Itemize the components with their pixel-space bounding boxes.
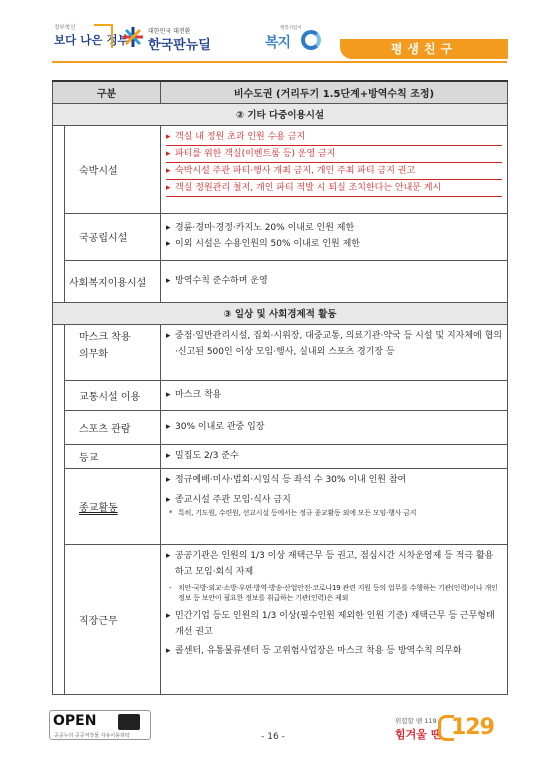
row-label-welfare: 사회복지이용시설 [65, 260, 161, 302]
work-footnote: - 치안·국방·외교·소방·우편·방역·방송·산업안전·코로나19 관련 지원 등의 업무를 수행하는 기관(인력)이나 개인정보 등 보안이 필요한 정보를 취급하는 기관(인력)은 제외 [166, 583, 502, 603]
welfare-logo [265, 26, 325, 56]
page-footer [0, 700, 545, 775]
welfare-ring-icon [301, 30, 321, 50]
logo2-caption: 대한민국 대전환 [148, 28, 191, 35]
measure-column-header: 비수도권 (거리두기 1.5단계+방역수칙 조정) [161, 81, 508, 103]
license-type-icon [118, 714, 140, 730]
list-item: ▸ 마스크 착용 [166, 387, 502, 403]
section-row-facilities [53, 103, 508, 125]
table-row-welfare [53, 260, 508, 302]
row-content-religion [161, 468, 508, 544]
list-item: ▸ 파티를 위한 객실(이벤트룸 등) 운영 금지 [166, 146, 502, 163]
row-content-work [161, 544, 508, 694]
table-row-public [53, 213, 508, 260]
row-label-religion [65, 468, 161, 544]
page-header [0, 0, 545, 70]
hotline-title: 힘겨울 땐 [395, 728, 442, 741]
list-item: ▸ 이외 시설은 수용인원의 50% 이내로 인원 제한 [166, 236, 502, 252]
government-innovation-logo [52, 22, 129, 56]
logo1-bracket-mark [94, 24, 113, 48]
list-item: ▸ 민간기업 등도 인원의 1/3 이상(필수인원 제외한 인원 기준) 재택근무 등 근무형태 개선 권고 [166, 608, 502, 640]
list-item: ▸ 숙박시설 주관 파티·행사 개최 금지, 개인 주최 파티 금지 권고 [166, 163, 502, 180]
logo3-caption: 행복지킴이 [280, 26, 302, 31]
page-number: - 16 - [261, 732, 285, 742]
hotline-caption: 위험할 땐 119 [395, 717, 437, 725]
row-content-transport [161, 380, 508, 410]
row-label-sports: 스포츠 관람 [65, 410, 161, 444]
mask-label-line1: 마스크 착용 [79, 331, 131, 343]
row-content-sports [161, 410, 508, 444]
logo2-title: 한국판뉴딜 [148, 38, 211, 53]
hotline-number: 129 [451, 715, 494, 740]
table-row-transport [53, 380, 508, 410]
row-label-mask [65, 324, 161, 380]
indent-cell [53, 324, 65, 694]
logo3-title: 복지 [265, 35, 291, 51]
row-content-lodging [161, 125, 508, 213]
korean-new-deal-logo [120, 24, 230, 56]
list-item: ▸ 콜센터, 유통물류센터 등 고위험사업장은 마스크 착용 등 방역수칙 의무화 [166, 643, 502, 659]
header-divider [52, 61, 507, 63]
row-content-mask [161, 324, 508, 380]
open-license-word: OPEN [53, 713, 97, 729]
row-label-work: 직장근무 [65, 544, 161, 694]
table-row-work [53, 544, 508, 694]
list-item: ▸ 중점·일반관리시설, 집회·시위장, 대중교통, 의료기관·약국 등 시설 및 지자체에 협의·신고된 500인 이상 모임·행사, 실내외 스포츠 경기장 등 [166, 328, 502, 360]
list-item: ▸ 종교시설 주관 모임·식사 금지 [166, 492, 502, 508]
table-row-religion [53, 468, 508, 544]
row-label-transport: 교통시설 이용 [65, 380, 161, 410]
category-column-header: 구분 [53, 81, 161, 103]
list-item: ▸ 경륜·경마·경정·카지노 20% 이내로 인원 제한 [166, 220, 502, 236]
row-label-lodging: 숙박시설 [65, 125, 161, 213]
logo1-title: 보다 나은 정부 [54, 33, 129, 47]
row-content-public [161, 213, 508, 260]
open-license-caption: 공공누리 공공저작물 자유이용허락 [54, 733, 130, 739]
table-header-row [53, 81, 508, 103]
list-item: ▸ 공공기관은 인원의 1/3 이상 재택근무 등 권고, 점심시간 시차운영제 등 적극 활용하고 모임·회식 자제 [166, 548, 502, 580]
logo1-caption: 정부혁신 [54, 25, 76, 31]
table-row-mask [53, 324, 508, 380]
list-item: ▸ 30% 이내로 관중 입장 [166, 419, 502, 435]
hotline-logo [395, 715, 500, 745]
open-license-badge [49, 710, 151, 740]
row-content-school [161, 444, 508, 468]
list-item: ▸ 정규예배·미사·법회·시일식 등 좌석 수 30% 이내 인원 참여 [166, 472, 502, 488]
indent-cell [53, 125, 65, 302]
list-item: ▸ 방역수칙 준수하며 운영 [166, 273, 502, 289]
mask-label-line2: 의무화 [79, 348, 108, 360]
social-distancing-table [52, 80, 508, 695]
list-item: ▸ 객실 정원관리 철저, 개인 파티 적발 시 퇴실 조치한다는 안내문 게시 [166, 180, 502, 197]
table-row-lodging [53, 125, 508, 213]
list-item: ▸ 객실 내 정원 초과 인원 수용 금지 [166, 129, 502, 146]
row-label-public: 국공립시설 [65, 213, 161, 260]
table-row-school [53, 444, 508, 468]
religion-label-text: 종교활동 [79, 502, 118, 514]
religion-footnote: * 특히, 기도원, 수련원, 선교시설 등에서는 정규 종교활동 외에 모든 모임·행사 금지 [166, 508, 502, 518]
lifelong-friend-banner: 평생친구 [340, 39, 508, 59]
section-title-facilities: ② 기타 다중이용시설 [53, 103, 508, 125]
table-row-sports [53, 410, 508, 444]
list-item: ▸ 밀집도 2/3 준수 [166, 448, 502, 464]
row-content-welfare [161, 260, 508, 302]
row-label-school: 등교 [65, 444, 161, 468]
section-title-daily-life: ③ 일상 및 사회경제적 활동 [53, 302, 508, 324]
new-deal-star-icon [122, 26, 144, 48]
section-row-daily-life [53, 302, 508, 324]
